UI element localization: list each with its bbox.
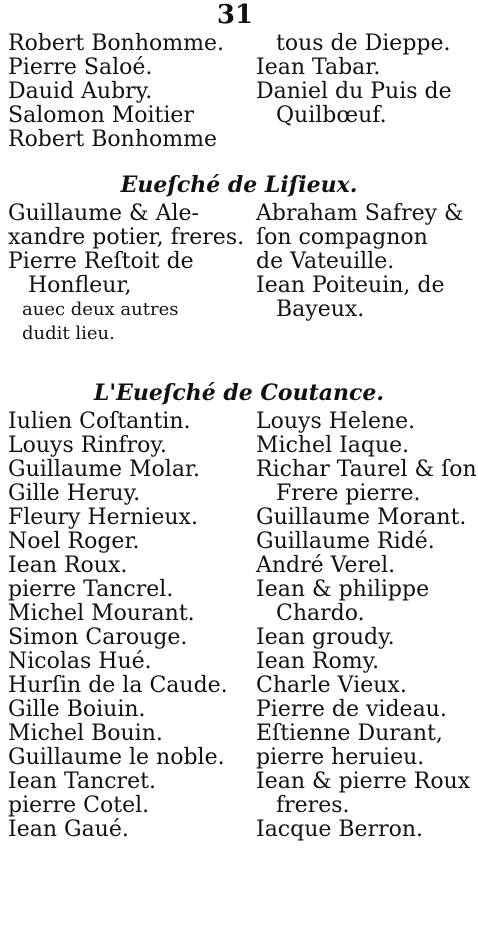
name-line: pierre Cotel.	[8, 793, 150, 818]
name-line: Gille Heruy.	[8, 481, 141, 506]
name-line: Hurſin de la Caude.	[8, 673, 228, 698]
page-number: 31	[216, 0, 254, 30]
name-line: Noel Roger.	[8, 529, 140, 554]
name-line: Dauid Aubry.	[8, 79, 153, 104]
name-line: de Vateuille.	[256, 249, 395, 274]
name-line: Chardo.	[276, 601, 365, 626]
name-line: Abraham Safrey &	[256, 201, 464, 226]
name-line: Iean Gaué.	[8, 817, 129, 842]
section-heading-lisieux: Eueſché de Liſieux.	[120, 172, 358, 198]
name-line: Guillaume le noble.	[8, 745, 225, 770]
name-line: Honfleur,	[28, 273, 132, 298]
name-line: Michel Mourant.	[8, 601, 195, 626]
name-line: xandre potier, freres.	[8, 225, 245, 250]
name-line: freres.	[276, 793, 350, 818]
name-line: Pierre de videau.	[256, 697, 447, 722]
name-line: Guillaume Ridé.	[256, 529, 435, 554]
name-line: Eſtienne Durant,	[256, 721, 443, 746]
name-line: Robert Bonhomme.	[8, 31, 224, 56]
name-line: Guillaume Morant.	[256, 505, 467, 530]
name-line: Michel Bouin.	[8, 721, 163, 746]
name-line: Nicolas Hué.	[8, 649, 152, 674]
left-column	[8, 410, 248, 842]
name-line: Iean Tabar.	[256, 55, 381, 80]
name-line: ſon compagnon	[256, 225, 428, 250]
name-line: tous de Dieppe.	[276, 31, 451, 56]
name-line: Quilbœuf.	[276, 103, 387, 128]
name-line: pierre Tancrel.	[8, 577, 174, 602]
name-line: Pierre Saloé.	[8, 55, 153, 80]
left-column	[8, 32, 248, 152]
name-line: Louys Helene.	[256, 409, 416, 434]
right-column	[256, 409, 477, 842]
name-line: Fleury Hernieux.	[8, 505, 198, 530]
name-line: Pierre Reſtoit de	[8, 249, 194, 274]
name-line: auec deux autres	[22, 299, 179, 320]
name-line: Iean Roux.	[8, 553, 128, 578]
name-line: Guillaume Molar.	[8, 457, 201, 482]
right-column	[256, 32, 474, 128]
name-line: Iean & philippe	[256, 577, 430, 602]
right-column	[256, 202, 474, 322]
left-column	[8, 202, 248, 346]
name-line: Bayeux.	[276, 297, 365, 322]
name-line: Michel Iaque.	[256, 433, 410, 458]
name-line: Salomon Moitier	[8, 103, 194, 128]
name-line: Iean & pierre Roux	[256, 769, 471, 794]
name-line: Guillaume & Ale-	[8, 201, 199, 226]
name-line: Iulien Coſtantin.	[8, 409, 191, 434]
name-line: Louys Rinfroy.	[8, 433, 167, 458]
name-line: Iacque Berron.	[256, 817, 424, 842]
name-line: Iean Tancret.	[8, 769, 156, 794]
name-line: Iean groudy.	[256, 625, 395, 650]
name-line: Iean Poiteuin, de	[256, 273, 445, 298]
name-line: Richar Taurel & ſon	[256, 457, 477, 482]
name-line: dudit lieu.	[22, 323, 115, 344]
name-line: André Verel.	[256, 553, 396, 578]
name-line: Simon Carouge.	[8, 625, 188, 650]
section-heading-coutance: L'Eueſché de Coutance.	[93, 380, 385, 406]
section-dieppe	[0, 32, 478, 156]
name-line: pierre heruieu.	[256, 745, 425, 770]
name-line: Robert Bonhomme	[8, 127, 217, 152]
name-line: Frere pierre.	[276, 481, 421, 506]
name-line: Iean Romy.	[256, 649, 380, 674]
name-line: Daniel du Puis de	[256, 79, 452, 104]
name-line: Charle Vieux.	[256, 673, 407, 698]
section-coutance	[0, 410, 478, 930]
section-lisieux	[0, 202, 478, 362]
name-line: Gille Boiuin.	[8, 697, 146, 722]
